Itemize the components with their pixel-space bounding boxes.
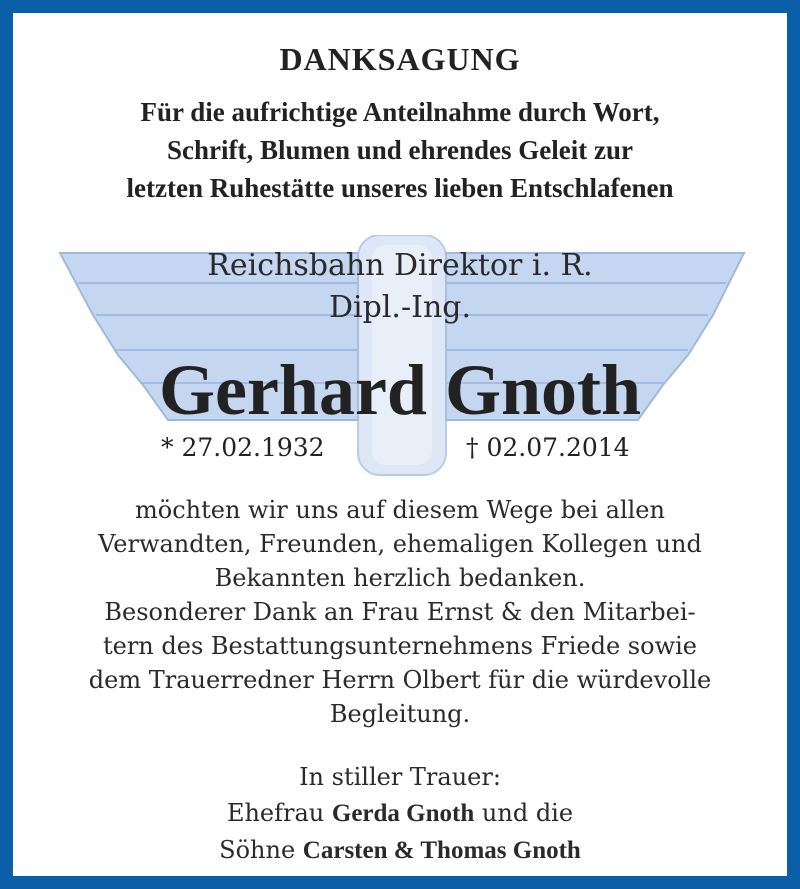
intro-text bbox=[13, 93, 787, 207]
intro-line: Schrift, Blumen und ehrendes Geleit zur bbox=[166, 135, 633, 165]
widow-prefix: Ehefrau bbox=[226, 799, 325, 827]
heading: DANKSAGUNG bbox=[279, 41, 521, 77]
intro-line: letzten Ruhestätte unseres lieben Entschlafenen bbox=[126, 173, 674, 203]
widow-line bbox=[13, 795, 787, 832]
body-line: dem Trauerredner Herrn Olbert für die würdevolle bbox=[88, 666, 712, 694]
thank-you-notice bbox=[13, 13, 787, 876]
sons-line bbox=[13, 832, 787, 869]
widow-name: Gerda Gnoth bbox=[331, 800, 475, 827]
deceased-name: Gerhard Gnoth bbox=[158, 350, 642, 430]
body-line: Begleitung. bbox=[329, 700, 471, 728]
mourners-block bbox=[13, 759, 787, 869]
body-line: möchten wir uns auf diesem Wege bei allen bbox=[135, 496, 665, 524]
intro-line: Für die aufrichtige Anteilnahme durch Wort, bbox=[140, 97, 660, 127]
deceased-degree-line: Dipl.-Ing. bbox=[328, 290, 472, 325]
body-line: Besonderer Dank an Frau Ernst & den Mitarbei- bbox=[104, 598, 696, 626]
death-date: † 02.07.2014 bbox=[466, 433, 630, 462]
birth-date: * 27.02.1932 bbox=[161, 433, 325, 462]
body-line: Bekannten herzlich bedanken. bbox=[214, 564, 586, 592]
sons-names: Carsten & Thomas Gnoth bbox=[302, 837, 581, 864]
thanks-body bbox=[13, 493, 787, 731]
mourning-line: In stiller Trauer: bbox=[299, 763, 501, 791]
deceased-title-line: Reichsbahn Direktor i. R. bbox=[207, 248, 593, 283]
body-line: Verwandten, Freunden, ehemaligen Kollegen und bbox=[98, 530, 702, 558]
sons-prefix: Söhne bbox=[219, 836, 296, 864]
widow-suffix: und die bbox=[481, 799, 574, 827]
deceased-titles bbox=[13, 245, 787, 329]
body-line: tern des Bestattungsunternehmens Friede sowie bbox=[102, 632, 697, 660]
